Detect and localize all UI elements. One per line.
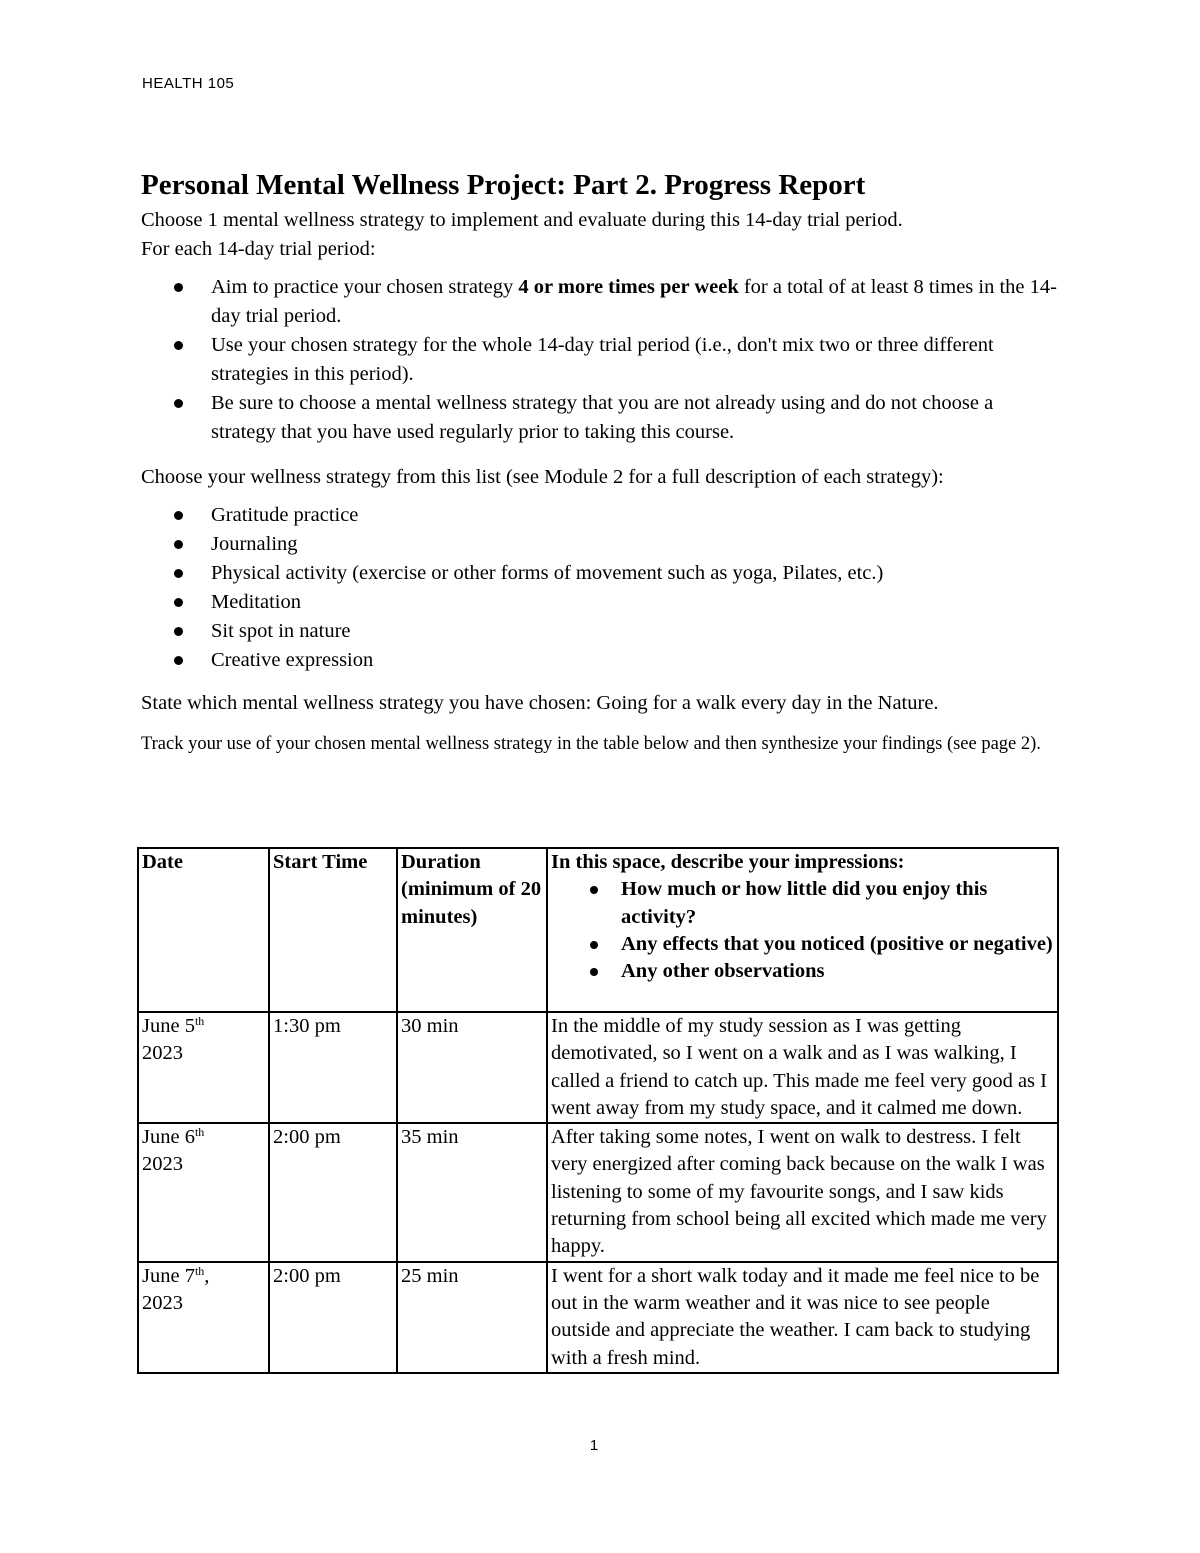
table-header-row <box>138 848 1058 1012</box>
header-start-time: Start Time <box>269 848 397 1012</box>
guideline-item: Aim to practice your chosen strategy 4 or more times per week for a total of at least 8 times in the 14-day trial period. <box>211 273 1061 331</box>
impression-point: Any effects that you noticed (positive or negative) <box>621 931 1054 958</box>
impression-point: Any other observations <box>621 958 1054 985</box>
duration-cell: 25 min <box>397 1262 547 1373</box>
strategy-list <box>141 501 1061 675</box>
guideline-item: Use your chosen strategy for the whole 14-day trial period (i.e., don't mix two or three different strategies in this period). <box>211 331 1061 389</box>
impressions-title: In this space, describe your impressions: <box>551 851 905 873</box>
guideline-item: Be sure to choose a mental wellness strategy that you are not already using and do not choose a strategy that you have used regularly prior to taking this course. <box>211 389 1061 447</box>
start-time-cell: 2:00 pm <box>269 1123 397 1261</box>
page-number: 1 <box>589 1437 599 1454</box>
header-duration: Duration (minimum of 20 minutes) <box>397 848 547 1012</box>
table-row <box>138 1012 1058 1123</box>
start-time-cell: 2:00 pm <box>269 1262 397 1373</box>
date-cell: June 7th, 2023 <box>138 1262 269 1373</box>
strategy-item: Journaling <box>211 530 1061 559</box>
date-cell: June 6th 2023 <box>138 1123 269 1261</box>
course-header: HEALTH 105 <box>142 75 235 92</box>
strategy-item: Gratitude practice <box>211 501 1061 530</box>
page-title: Personal Mental Wellness Project: Part 2. Progress Report <box>141 169 866 201</box>
intro-line-1: Choose 1 mental wellness strategy to implement and evaluate during this 14-day trial period. <box>141 209 903 231</box>
impression-cell: After taking some notes, I went on walk to destress. I felt very energized after coming back because on the walk I was listening to some of my favourite songs, and I saw kids returning from school being all excited which made me very happy. <box>547 1123 1058 1261</box>
intro-line-2: For each 14-day trial period: <box>141 238 376 260</box>
duration-cell: 30 min <box>397 1012 547 1123</box>
track-instruction: Track your use of your chosen mental wellness strategy in the table below and then synthesize your findings (see page 2). <box>141 734 1041 754</box>
strategy-item: Sit spot in nature <box>211 617 1061 646</box>
header-date: Date <box>138 848 269 1012</box>
choose-prompt: Choose your wellness strategy from this list (see Module 2 for a full description of each strategy): <box>141 466 944 488</box>
guidelines-list <box>141 273 1061 447</box>
document-body <box>141 166 1061 759</box>
table-row <box>138 1123 1058 1261</box>
date-cell: June 5th 2023 <box>138 1012 269 1123</box>
start-time-cell: 1:30 pm <box>269 1012 397 1123</box>
duration-cell: 35 min <box>397 1123 547 1261</box>
impression-cell: I went for a short walk today and it made me feel nice to be out in the warm weather and it was nice to see people outside and appreciate the weather. I cam back to studying with a fresh mind. <box>547 1262 1058 1373</box>
strategy-item: Physical activity (exercise or other forms of movement such as yoga, Pilates, etc.) <box>211 559 1061 588</box>
tracking-table <box>137 847 1059 1374</box>
header-impressions <box>547 848 1058 1012</box>
strategy-item: Meditation <box>211 588 1061 617</box>
impression-cell: In the middle of my study session as I was getting demotivated, so I went on a walk and as I was walking, I called a friend to catch up. This made me feel very good as I went away from my study space, and it calmed me down. <box>547 1012 1058 1123</box>
frequency-emphasis: 4 or more times per week <box>518 276 739 298</box>
impressions-points <box>551 876 1054 985</box>
chosen-strategy-statement: State which mental wellness strategy you have chosen: Going for a walk every day in the Nature. <box>141 692 939 714</box>
strategy-item: Creative expression <box>211 646 1061 675</box>
table-row <box>138 1262 1058 1373</box>
impression-point: How much or how little did you enjoy this activity? <box>621 876 1054 931</box>
